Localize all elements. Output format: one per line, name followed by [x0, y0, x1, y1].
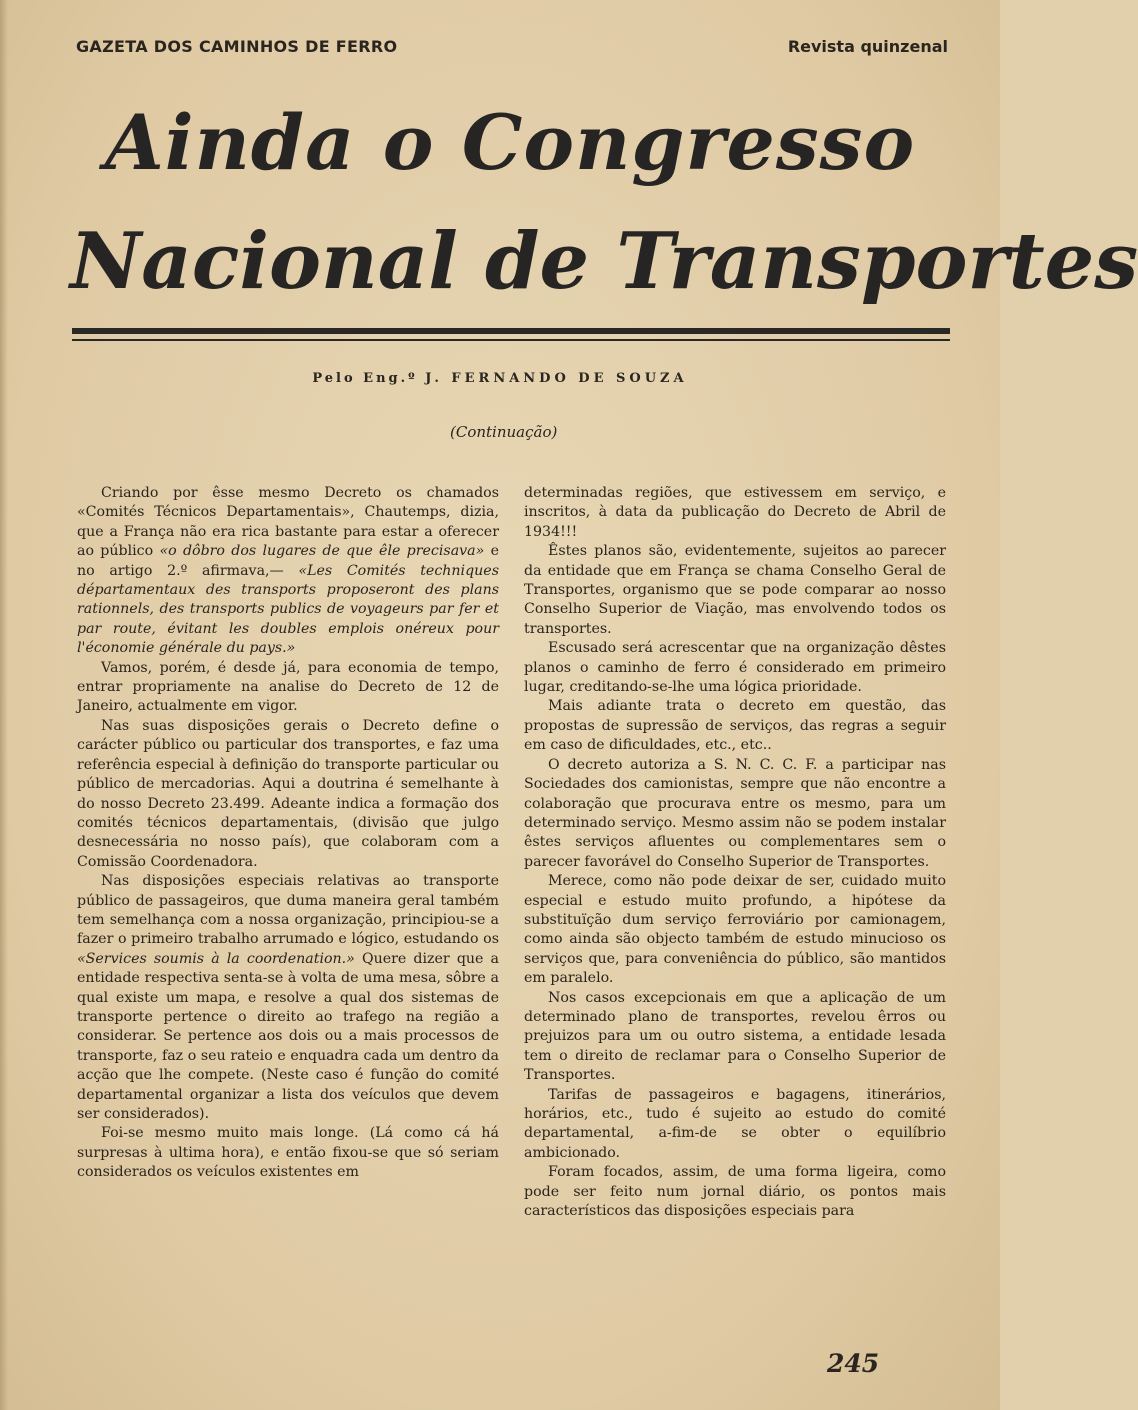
- paragraph: Foi-se mesmo muito mais longe. (Lá como cá há surpresas à ultima hora), e então fixou-se que só seriam considerados os veículos existentes em: [77, 1125, 499, 1181]
- paragraph: Nas disposições especiais relativas ao transporte público de passageiros, que duma maneira geral também tem semelhança com a nossa organização, principiou-se a fazer o primeiro trabalho arrumado e lógico, estudando os «Services soumis à la coordenation.» Quere dizer que a entidade respectiva senta-se à volta de uma mesa, sôbre a qual existe um mapa, e resolve a qual dos sistemas de transporte pertence o direito ao trafego na região a considerar. Se pertence aos dois ou a mais processos de transporte, faz o seu rateio e enquadra cada um dentro da acção que lhe compete. (Neste caso é função do comité departamental organizar a lista dos veículos que devem ser considerados).: [77, 873, 499, 1122]
- byline: [0, 371, 1000, 386]
- author-name: J. FERNANDO DE SOUZA: [425, 371, 688, 386]
- title-rule-thin: [72, 339, 950, 341]
- paragraph: Nos casos excepcionais em que a aplicação de um determinado plano de transportes, revelou êrros ou prejuizos para um ou outro sistema, a entidade lesada tem o direito de reclamar para o Conselho Superior de Transportes.: [524, 989, 946, 1084]
- byline-prefix: Pelo Eng.º: [312, 371, 418, 386]
- paragraph: Escusado será acrescentar que na organização dêstes planos o caminho de ferro é considerado em primeiro lugar, creditando-se-lhe uma lógica prioridade.: [524, 640, 946, 696]
- left-column: [77, 484, 499, 1183]
- paragraph: determinadas regiões, que estivessem em serviço, e inscritos, à data da publicação do Decreto de Abril de 1934!!!: [524, 485, 946, 540]
- article-title-line-2: Nacional de Transportes: [70, 216, 1138, 307]
- page-number: 245: [827, 1349, 880, 1378]
- paragraph: Nas suas disposições gerais o Decreto define o carácter público ou particular dos transportes, e faz uma referência especial à definição do transporte particular ou público de mercadorias. Aqui a doutrina é semelhante à do nosso Decreto 23.499. Adeante indica a formação dos comités técnicos departamentais, (divisão que julgo desnecessária no nosso país), que colaboram com a Comissão Coordenadora.: [77, 717, 499, 870]
- title-rule-thick: [72, 328, 950, 334]
- paragraph: Merece, como não pode deixar de ser, cuidado muito especial e estudo muito profundo, a hipótese da substituïção dum serviço ferroviário por camionagem, como ainda são objecto também de estudo minucioso os serviços que, para conveniência do público, são mantidos em paralelo.: [524, 873, 946, 987]
- paragraph: Mais adiante trata o decreto em questão, das propostas de supressão de serviços, das regras a seguir em caso de dificuldades, etc., etc..: [524, 698, 946, 754]
- paragraph: Vamos, porém, é desde já, para economia de tempo, entrar propriamente na analise do Decreto de 12 de Janeiro, actualmente em vigor.: [77, 659, 499, 715]
- publication-title: GAZETA DOS CAMINHOS DE FERRO: [76, 37, 398, 56]
- paragraph: O decreto autoriza a S. N. C. C. F. a participar nas Sociedades dos camionistas, sempre que não encontre a colaboração que procurava entre os mesmo, para um determinado serviço. Mesmo assim não se podem instalar êstes serviços afluentes ou complementares sem o parecer favorável do Conselho Superior de Transportes.: [524, 756, 946, 870]
- paragraph: Criando por êsse mesmo Decreto os chamados «Comités Técnicos Departamentais», Chautemps, dizia, que a França não era rica bastante para estar a oferecer ao público «o dôbro dos lugares de que êle precisava» e no artigo 2.º afirmava,— «Les Comités techniques départamentaux des transports proposeront des plans rationnels, des transports publics de voyageurs par fer et par route, évitant les doubles emplois onéreux pour l'économie générale du pays.»: [77, 485, 499, 657]
- paragraph: Êstes planos são, evidentemente, sujeitos ao parecer da entidade que em França se chama Conselho Geral de Transportes, organismo que se pode comparar ao nosso Conselho Superior de Viação, mas envolvendo todos os transportes.: [524, 543, 946, 637]
- article-title-line-1: Ainda o Congresso: [104, 98, 916, 187]
- publication-frequency: Revista quinzenal: [787, 37, 948, 56]
- right-column: [524, 484, 946, 1221]
- page-spine-shadow: [0, 0, 8, 1410]
- paragraph: Foram focados, assim, de uma forma ligeira, como pode ser feito num jornal diário, os pontos mais característicos das disposições especiais para: [524, 1164, 946, 1220]
- paragraph: Tarifas de passageiros e bagagens, itinerários, horários, etc., tudo é sujeito ao estudo do comité departamental, a-fim-de se obter o equilíbrio ambicionado.: [524, 1086, 946, 1161]
- continuation-note: (Continuação): [450, 423, 558, 441]
